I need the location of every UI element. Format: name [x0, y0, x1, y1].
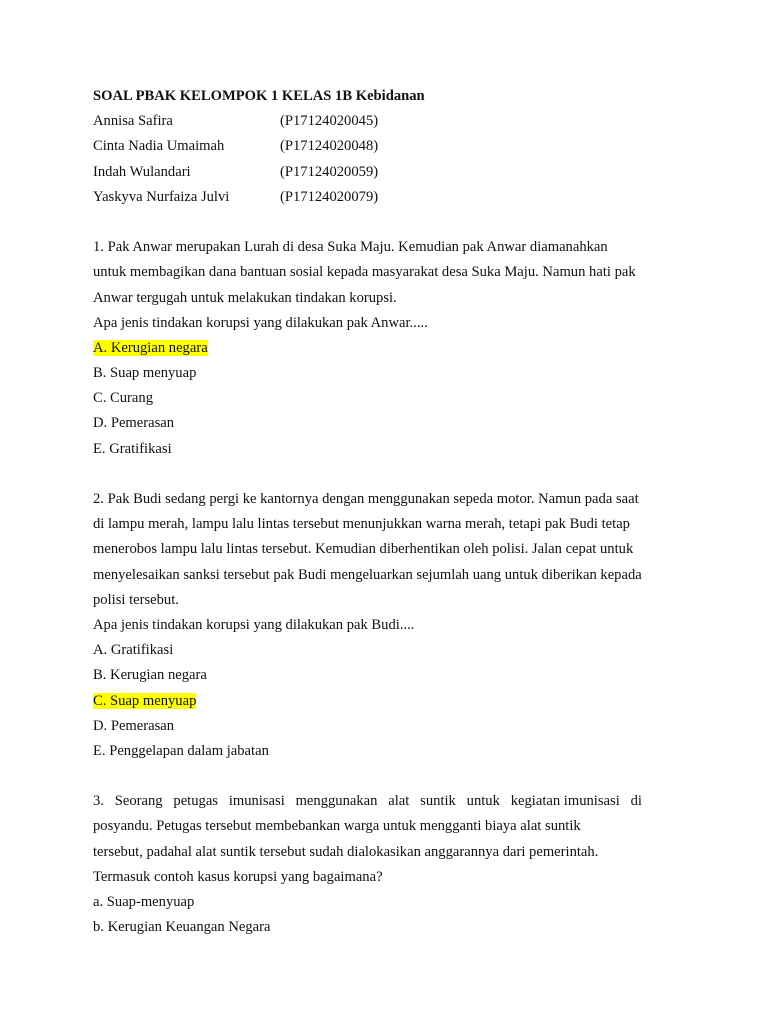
question-word: alat — [388, 793, 410, 810]
answer-option: E. Gratifikasi — [93, 440, 172, 457]
member-nim: (P17124020059) — [280, 163, 379, 180]
answer-option: B. Suap menyuap — [93, 365, 197, 382]
member-nim: (P17124020079) — [280, 188, 379, 205]
answer-option: E. Penggelapan dalam jabatan — [93, 742, 269, 759]
document-page — [93, 84, 693, 940]
member-nim: (P17124020048) — [280, 138, 379, 155]
question-text-line: untuk membagikan dana bantuan sosial kepada masyarakat desa Suka Maju. Namun hati pak — [93, 264, 636, 281]
question-1 — [93, 235, 693, 462]
member-name: Yaskyva Nurfaiza Julvi — [93, 188, 230, 205]
member-row — [93, 160, 693, 185]
question-text-line: polisi tersebut. — [93, 591, 179, 608]
question-text-line — [93, 789, 642, 814]
answer-option: b. Kerugian Keuangan Negara — [93, 919, 271, 936]
question-3 — [93, 789, 693, 940]
member-row — [93, 109, 693, 134]
question-text-line: menyelesaikan sanksi tersebut pak Budi mengeluarkan sejumlah uang untuk diberikan kepada — [93, 566, 642, 583]
answer-option — [93, 336, 693, 361]
question-word: 3. — [93, 793, 104, 810]
question-prompt: Apa jenis tindakan korupsi yang dilakukan pak Anwar..... — [93, 314, 428, 331]
question-word: imunisasi — [228, 793, 285, 810]
spacer — [93, 764, 693, 789]
question-word: menggunakan — [295, 793, 378, 810]
answer-option — [93, 689, 693, 714]
question-text-line: menerobos lampu lalu lintas tersebut. Kemudian diberhentikan oleh polisi. Jalan cepat untuk — [93, 541, 634, 558]
question-word: kegiatan imunisasi — [510, 793, 620, 810]
member-name: Indah Wulandari — [93, 163, 191, 180]
question-text-line: di lampu merah, lampu lalu lintas tersebut menunjukkan warna merah, tetapi pak Budi tetap — [93, 516, 630, 533]
question-text-line: posyandu. Petugas tersebut membebankan warga untuk mengganti biaya alat suntik — [93, 818, 581, 835]
document-title: SOAL PBAK KELOMPOK 1 KELAS 1B Kebidanan — [93, 88, 425, 104]
question-word: di — [630, 793, 642, 810]
member-name: Annisa Safira — [93, 113, 173, 130]
question-text-line: 1. Pak Anwar merupakan Lurah di desa Suka Maju. Kemudian pak Anwar diamanahkan — [93, 239, 608, 256]
highlighted-answer: C. Suap menyuap — [93, 692, 197, 709]
question-prompt: Apa jenis tindakan korupsi yang dilakukan pak Budi.... — [93, 616, 415, 633]
answer-option: D. Pemerasan — [93, 717, 175, 734]
member-nim: (P17124020045) — [280, 113, 379, 130]
answer-option: a. Suap-menyuap — [93, 894, 195, 910]
question-2 — [93, 487, 693, 764]
question-word: Seorang — [114, 793, 163, 810]
question-text-line: 2. Pak Budi sedang pergi ke kantornya dengan menggunakan sepeda motor. Namun pada saat — [93, 491, 639, 507]
answer-option: D. Pemerasan — [93, 415, 175, 432]
spacer — [93, 462, 693, 487]
answer-option: B. Kerugian negara — [93, 667, 207, 684]
highlighted-answer: A. Kerugian negara — [93, 339, 208, 356]
question-text-line: Anwar tergugah untuk melakukan tindakan korupsi. — [93, 289, 397, 306]
answer-option: A. Gratifikasi — [93, 642, 174, 659]
question-word: untuk — [466, 793, 500, 810]
answer-option: C. Curang — [93, 390, 153, 407]
question-prompt: Termasuk contoh kasus korupsi yang bagaimana? — [93, 868, 383, 885]
spacer — [93, 210, 693, 235]
question-text-line: tersebut, padahal alat suntik tersebut sudah dialokasikan anggarannya dari pemerintah. — [93, 843, 599, 860]
member-name: Cinta Nadia Umaimah — [93, 138, 225, 155]
question-word: petugas — [173, 793, 218, 810]
question-word: suntik — [420, 793, 456, 810]
member-row — [93, 134, 693, 159]
member-row — [93, 185, 693, 210]
